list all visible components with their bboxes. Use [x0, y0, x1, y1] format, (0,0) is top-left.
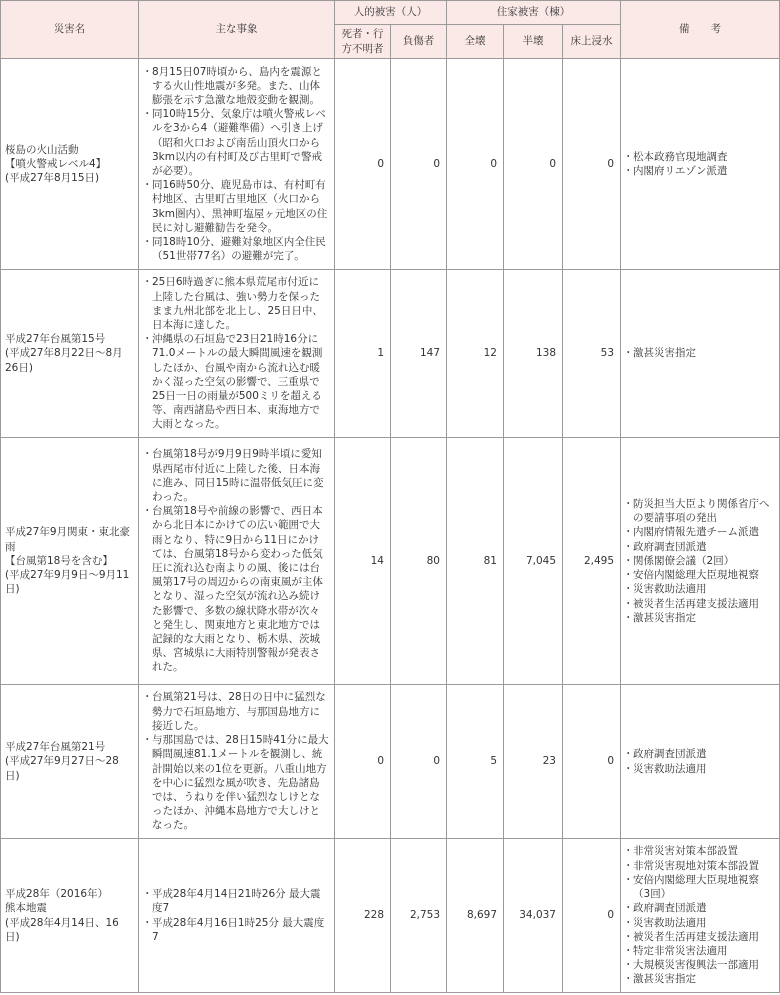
event-item: ・ 同18時10分、避難対象地区内全住民（51世帯77名）の避難が完了。	[144, 235, 329, 263]
note-item: ・ 被災者生活再建支援法適用	[625, 597, 774, 611]
header-full: 全壊	[447, 25, 504, 59]
full-destroyed-count: 12	[447, 270, 504, 438]
notes-list	[621, 270, 780, 438]
note-item: ・ 関係閣僚会議（2回）	[625, 554, 774, 568]
event-item: ・ 平成28年4月16日1時25分 最大震度7	[144, 916, 329, 944]
note-item: ・ 激甚災害指定	[625, 346, 774, 360]
note-item: ・ 防災担当大臣より関係省庁への要請事項の発出	[625, 497, 774, 525]
note-item: ・ 大規模災害復興法一部適用	[625, 958, 774, 972]
dead-count: 14	[335, 438, 391, 685]
header-housing: 住家被害（棟）	[447, 1, 621, 25]
header-events: 主な事象	[139, 1, 335, 59]
table-row	[1, 438, 780, 685]
note-item: ・ 激甚災害指定	[625, 611, 774, 625]
half-destroyed-count: 7,045	[504, 438, 563, 685]
note-item: ・ 政府調査団派遣	[625, 747, 774, 761]
table-row	[1, 839, 780, 993]
header-injured: 負傷者	[391, 25, 447, 59]
event-item: ・ 同16時50分、鹿児島市は、有村町有村地区、古里町古里地区（火口から3km圏内）、黒神町塩屋ヶ元地区の住民に対し避難勧告を発令。	[144, 178, 329, 235]
flood-count: 0	[563, 839, 621, 993]
notes-list	[621, 685, 780, 839]
dead-count: 1	[335, 270, 391, 438]
note-item: ・ 災害救助法適用	[625, 582, 774, 596]
event-list	[139, 59, 335, 270]
header-human: 人的被害（人）	[335, 1, 447, 25]
table-row	[1, 270, 780, 438]
header-half: 半壊	[504, 25, 563, 59]
half-destroyed-count: 34,037	[504, 839, 563, 993]
table-row	[1, 685, 780, 839]
event-item: ・ 同10時15分、気象庁は噴火警戒レベルを3から4（避難準備）へ引き上げ（昭和火口および南岳山頂火口から3km以内の有村町及び古里町で警戒が必要）。	[144, 107, 329, 178]
disaster-name: 平成27年台風第21号 (平成27年9月27日〜28日)	[1, 685, 139, 839]
note-item: ・ 松本政務官現地調査	[625, 150, 774, 164]
note-item: ・ 安倍内閣総理大臣現地視察	[625, 568, 774, 582]
event-item: ・ 沖縄県の石垣島で23日21時16分に71.0メートルの最大瞬間風速を観測したほか、台風や南から流れ込む暖かく湿った空気の影響で、三重県で25日一日の雨量が500ミリを超える等、南西諸島や西日本、東海地方で大雨となった。	[144, 332, 329, 431]
flood-count: 0	[563, 685, 621, 839]
note-item: ・ 非常災害現地対策本部設置	[625, 859, 774, 873]
injured-count: 147	[391, 270, 447, 438]
notes-list	[621, 839, 780, 993]
event-item: ・ 台風第18号や前線の影響で、西日本から北日本にかけての広い範囲で大雨となり、特に9日から11日にかけては、台風第18号から変わった低気圧に流れ込む南よりの風、後には台風第17号の周辺からの南東風が主体となり、湿った空気が流れ込み続けた影響で、多数の線状降水帯が次々と発生し、関東地方と東北地方では記録的な大雨となり、栃木県、茨城県、宮城県に大雨特別警報が発表された。	[144, 504, 329, 674]
injured-count: 80	[391, 438, 447, 685]
dead-count: 228	[335, 839, 391, 993]
flood-count: 53	[563, 270, 621, 438]
note-item: ・ 特定非常災害法適用	[625, 944, 774, 958]
full-destroyed-count: 81	[447, 438, 504, 685]
note-item: ・ 激甚災害指定	[625, 972, 774, 986]
half-destroyed-count: 23	[504, 685, 563, 839]
event-item: ・ 平成28年4月14日21時26分 最大震度7	[144, 887, 329, 915]
disaster-name: 平成27年台風第15号 (平成27年8月22日〜8月26日)	[1, 270, 139, 438]
note-item: ・ 内閣府情報先遣チーム派遣	[625, 525, 774, 539]
note-item: ・ 政府調査団派遣	[625, 901, 774, 915]
disaster-name: 桜島の火山活動 【噴火警戒レベル4】 (平成27年8月15日)	[1, 59, 139, 270]
note-item: ・ 災害救助法適用	[625, 762, 774, 776]
injured-count: 2,753	[391, 839, 447, 993]
header-dead: 死者・行方不明者	[335, 25, 391, 59]
event-list	[139, 839, 335, 993]
half-destroyed-count: 0	[504, 59, 563, 270]
event-item: ・ 8月15日07時頃から、島内を震源とする火山性地震が多発。また、山体膨張を示す急激な地殻変動を観測。	[144, 65, 329, 108]
disaster-name: 平成28年（2016年） 熊本地震 (平成28年4月14日、16日)	[1, 839, 139, 993]
event-list	[139, 685, 335, 839]
header-notes: 備 考	[621, 1, 780, 59]
event-list	[139, 438, 335, 685]
event-item: ・ 25日6時過ぎに熊本県荒尾市付近に上陸した台風は、強い勢力を保ったまま九州北部を北上し、25日日中、日本海に達した。	[144, 275, 329, 332]
dead-count: 0	[335, 685, 391, 839]
note-item: ・ 災害救助法適用	[625, 916, 774, 930]
event-item: ・ 台風第18号が9月9日9時半頃に愛知県西尾市付近に上陸した後、日本海に進み、同日15時に温帯低気圧に変わった。	[144, 447, 329, 504]
injured-count: 0	[391, 685, 447, 839]
header-name: 災害名	[1, 1, 139, 59]
event-item: ・ 台風第21号は、28日の日中に猛烈な勢力で石垣島地方、与那国島地方に接近した。	[144, 690, 329, 733]
note-item: ・ 内閣府リエゾン派遣	[625, 164, 774, 178]
note-item: ・ 安倍内閣総理大臣現地視察（3回）	[625, 873, 774, 901]
header-flood: 床上浸水	[563, 25, 621, 59]
event-item: ・ 与那国島では、28日15時41分に最大瞬間風速81.1メートルを観測し、統計開始以来の1位を更新。八重山地方を中心に猛烈な風が吹き、先島諸島では、うねりを伴い猛烈なしけとなったほか、沖縄本島地方で大しけとなった。	[144, 733, 329, 832]
flood-count: 0	[563, 59, 621, 270]
flood-count: 2,495	[563, 438, 621, 685]
full-destroyed-count: 0	[447, 59, 504, 270]
note-item: ・ 政府調査団派遣	[625, 540, 774, 554]
note-item: ・ 非常災害対策本部設置	[625, 844, 774, 858]
half-destroyed-count: 138	[504, 270, 563, 438]
event-list	[139, 270, 335, 438]
injured-count: 0	[391, 59, 447, 270]
notes-list	[621, 438, 780, 685]
full-destroyed-count: 5	[447, 685, 504, 839]
note-item: ・ 被災者生活再建支援法適用	[625, 930, 774, 944]
full-destroyed-count: 8,697	[447, 839, 504, 993]
table-row	[1, 59, 780, 270]
notes-list	[621, 59, 780, 270]
dead-count: 0	[335, 59, 391, 270]
disaster-name: 平成27年9月関東・東北豪雨 【台風第18号を含む】 (平成27年9月9日〜9月11日)	[1, 438, 139, 685]
